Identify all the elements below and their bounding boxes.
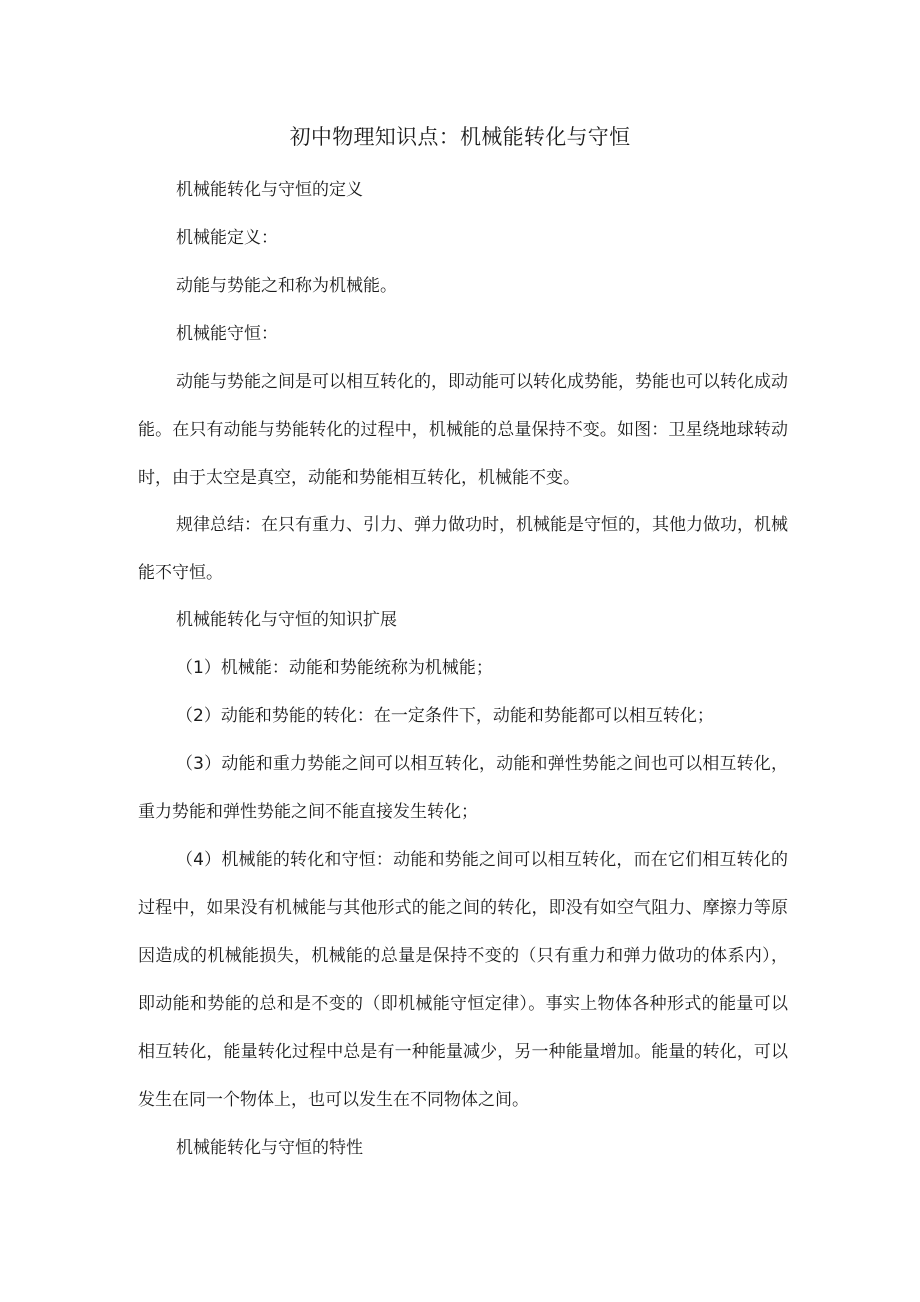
extension-item-2: （2）动能和势能的转化：在一定条件下，动能和势能都可以相互转化； [176, 706, 714, 726]
extension-item-1: （1）机械能：动能和势能统称为机械能； [176, 658, 493, 678]
conservation-label: 机械能守恒： [176, 324, 278, 344]
rule-summary: 规律总结：在只有重力、引力、弹力做功时，机械能是守恒的，其他力做功，机械能不守恒。 [138, 515, 788, 583]
extension-item-3: （3）动能和重力势能之间可以相互转化，动能和弹性势能之间也可以相互转化，重力势能和弹性势能之间不能直接发生转化； [138, 754, 788, 822]
definition-text: 动能与势能之和称为机械能。 [176, 276, 397, 296]
definition-label: 机械能定义： [176, 228, 278, 248]
section-heading-extension: 机械能转化与守恒的知识扩展 [176, 610, 397, 630]
extension-item-4: （4）机械能的转化和守恒：动能和势能之间可以相互转化，而在它们相互转化的过程中，如果没有机械能与其他形式的能之间的转化，即没有如空气阻力、摩擦力等原因造成的机械能损失，机械能的总量是保持不变的（只有重力和弹力做功的体系内），即动能和势能的总和是不变的（即机械能守恒定律）。事实上物体各种形式的能量可以相互转化，能量转化过程中总是有一种能量减少，另一种能量增加。能量的转化，可以发生在同一个物体上，也可以发生在不同物体之间。 [138, 850, 788, 1110]
conservation-text: 动能与势能之间是可以相互转化的，即动能可以转化成势能，势能也可以转化成动能。在只有动能与势能转化的过程中，机械能的总量保持不变。如图：卫星绕地球转动时，由于太空是真空，动能和势能相互转化，机械能不变。 [138, 372, 788, 488]
document-title: 初中物理知识点：机械能转化与守恒 [289, 125, 631, 149]
section-heading-features: 机械能转化与守恒的特性 [176, 1138, 363, 1158]
section-heading-definition: 机械能转化与守恒的定义 [176, 180, 363, 200]
